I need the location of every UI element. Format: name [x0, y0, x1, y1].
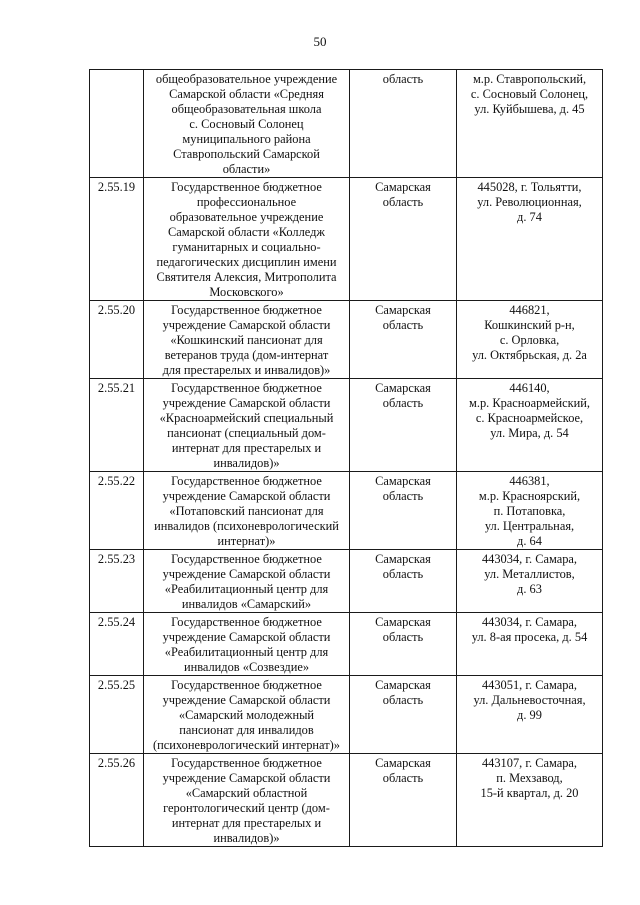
- page-number: 50: [313, 34, 327, 49]
- institution-name: общеобразовательное учреждение Самарской области «Средняя общеобразовательная школа с. Сосновый Солонец муниципального района Ставропольский Самарской области»: [144, 70, 350, 178]
- row-number: 2.55.25: [90, 676, 144, 754]
- region: область: [350, 70, 457, 178]
- region: Самарская область: [350, 754, 457, 847]
- row-number: 2.55.23: [90, 550, 144, 613]
- table-row: [90, 754, 603, 847]
- table-row: [90, 472, 603, 550]
- region: Самарская область: [350, 379, 457, 472]
- address: м.р. Ставропольский, с. Сосновый Солонец, ул. Куйбышева, д. 45: [457, 70, 603, 178]
- region: Самарская область: [350, 550, 457, 613]
- table-row: [90, 676, 603, 754]
- registry-table: [89, 69, 603, 847]
- institution-name: Государственное бюджетное учреждение Самарской области «Потаповский пансионат для инвалидов (психоневрологический интернат)»: [144, 472, 350, 550]
- row-number: 2.55.26: [90, 754, 144, 847]
- row-number: 2.55.21: [90, 379, 144, 472]
- table-row: [90, 613, 603, 676]
- row-number: 2.55.19: [90, 178, 144, 301]
- address: 446381, м.р. Красноярский, п. Потаповка, ул. Центральная, д. 64: [457, 472, 603, 550]
- row-number: 2.55.24: [90, 613, 144, 676]
- address: 443034, г. Самара, ул. Металлистов, д. 63: [457, 550, 603, 613]
- institution-name: Государственное бюджетное учреждение Самарской области «Красноармейский специальный пансионат (специальный дом- интернат для престарелых и инвалидов)»: [144, 379, 350, 472]
- institution-name: Государственное бюджетное профессиональное образовательное учреждение Самарской области «Колледж гуманитарных и социально- педагогических дисциплин имени Святителя Алексия, Митрополита Московского»: [144, 178, 350, 301]
- registry-table-body: [90, 70, 603, 847]
- region: Самарская область: [350, 676, 457, 754]
- row-number: 2.55.22: [90, 472, 144, 550]
- row-number: [90, 70, 144, 178]
- address: 446140, м.р. Красноармейский, с. Красноармейское, ул. Мира, д. 54: [457, 379, 603, 472]
- address: 443051, г. Самара, ул. Дальневосточная, д. 99: [457, 676, 603, 754]
- region: Самарская область: [350, 301, 457, 379]
- institution-name: Государственное бюджетное учреждение Самарской области «Кошкинский пансионат для ветеранов труда (дом-интернат для престарелых и инвалидов)»: [144, 301, 350, 379]
- address: 443034, г. Самара, ул. 8-ая просека, д. 54: [457, 613, 603, 676]
- address: 446821, Кошкинский р-н, с. Орловка, ул. Октябрьская, д. 2а: [457, 301, 603, 379]
- address: 443107, г. Самара, п. Мехзавод, 15-й квартал, д. 20: [457, 754, 603, 847]
- table-row: [90, 70, 603, 178]
- table-row: [90, 550, 603, 613]
- region: Самарская область: [350, 613, 457, 676]
- table-row: [90, 301, 603, 379]
- table-row: [90, 178, 603, 301]
- region: Самарская область: [350, 472, 457, 550]
- address: 445028, г. Тольятти, ул. Революционная, д. 74: [457, 178, 603, 301]
- row-number: 2.55.20: [90, 301, 144, 379]
- institution-name: Государственное бюджетное учреждение Самарской области «Самарский областной геронтологический центр (дом- интернат для престарелых и инвалидов)»: [144, 754, 350, 847]
- institution-name: Государственное бюджетное учреждение Самарской области «Реабилитационный центр для инвалидов «Самарский»: [144, 550, 350, 613]
- table-row: [90, 379, 603, 472]
- region: Самарская область: [350, 178, 457, 301]
- institution-name: Государственное бюджетное учреждение Самарской области «Реабилитационный центр для инвалидов «Созвездие»: [144, 613, 350, 676]
- institution-name: Государственное бюджетное учреждение Самарской области «Самарский молодежный пансионат для инвалидов (психоневрологический интернат)»: [144, 676, 350, 754]
